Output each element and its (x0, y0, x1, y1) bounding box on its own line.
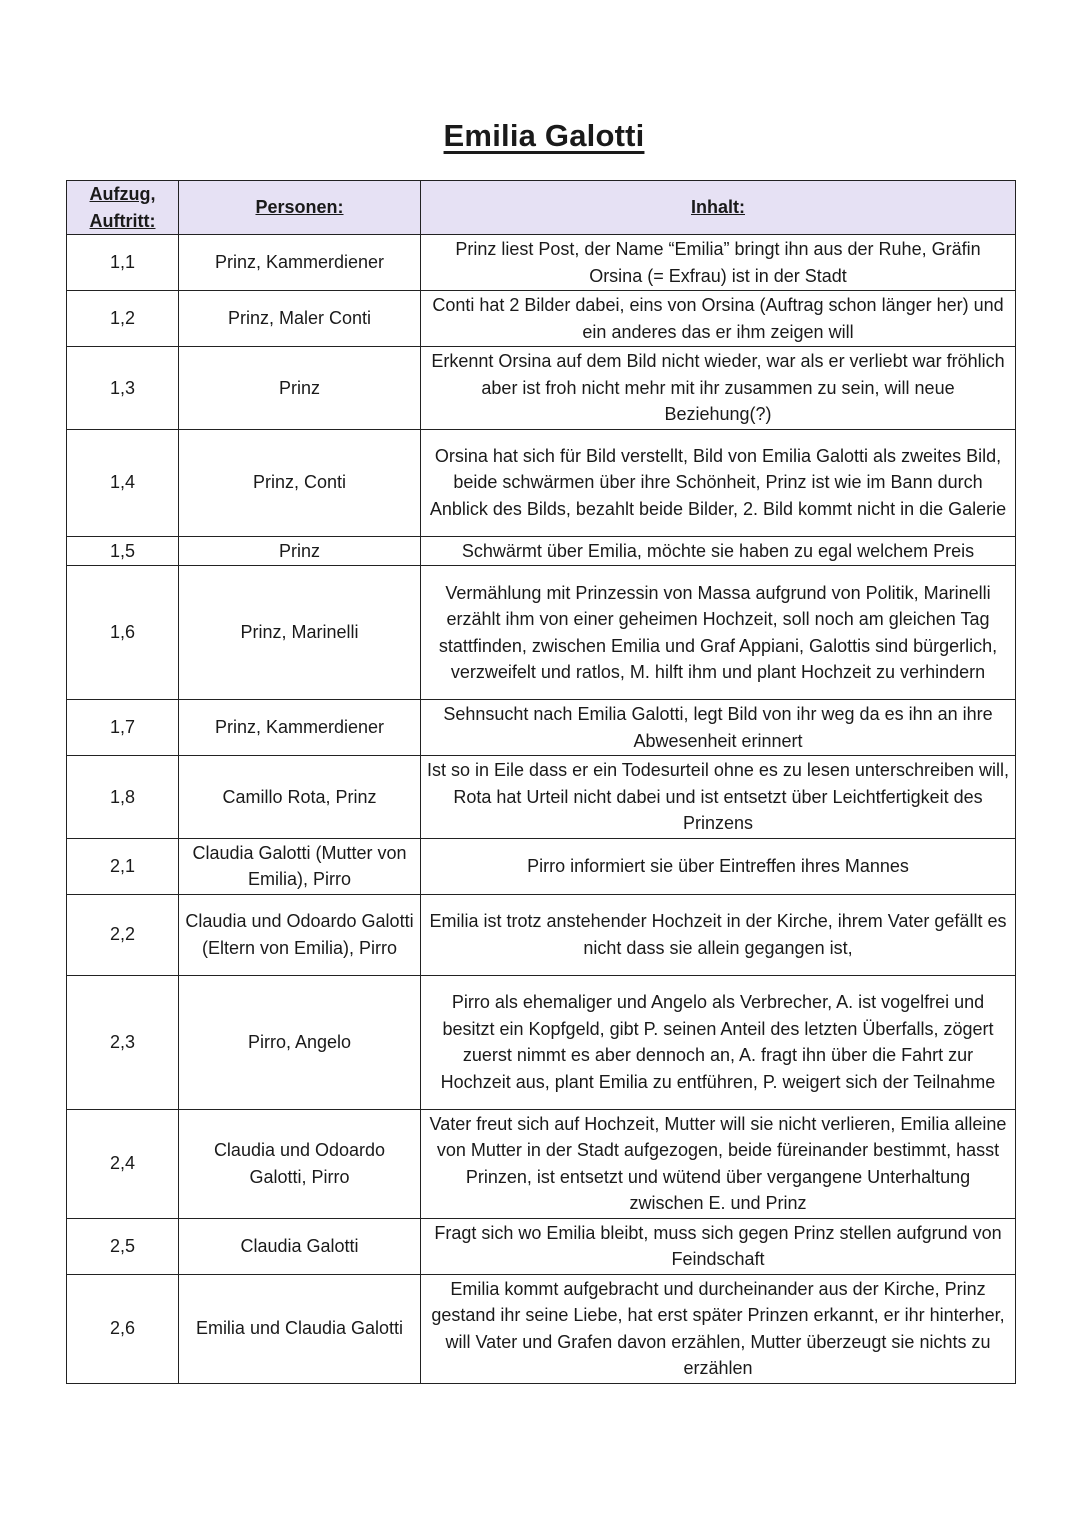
table-row (67, 1109, 1016, 1218)
cell-act: 1,6 (67, 566, 179, 700)
cell-act: 1,4 (67, 429, 179, 536)
cell-persons: Prinz (179, 347, 421, 430)
cell-act: 1,8 (67, 756, 179, 839)
cell-content: Conti hat 2 Bilder dabei, eins von Orsina (Auftrag schon länger her) und ein anderes das er ihm zeigen will (421, 291, 1016, 347)
cell-persons: Pirro, Angelo (179, 975, 421, 1109)
table-row (67, 838, 1016, 894)
cell-persons: Prinz, Kammerdiener (179, 235, 421, 291)
cell-persons: Prinz (179, 536, 421, 566)
cell-content: Emilia kommt aufgebracht und durcheinander aus der Kirche, Prinz gestand ihr seine Liebe, hat erst später Prinzen erkannt, er ihr hinterher, will Vater und Grafen davon erzählen, Mutter überzeugt sie nichts zu erzählen (421, 1274, 1016, 1383)
column-header-act: Aufzug, Auftritt: (67, 181, 179, 235)
cell-act: 1,2 (67, 291, 179, 347)
cell-content: Schwärmt über Emilia, möchte sie haben zu egal welchem Preis (421, 536, 1016, 566)
cell-act: 2,5 (67, 1218, 179, 1274)
cell-persons: Claudia Galotti (179, 1218, 421, 1274)
cell-act: 1,5 (67, 536, 179, 566)
cell-content: Pirro informiert sie über Eintreffen ihres Mannes (421, 838, 1016, 894)
table-row (67, 429, 1016, 536)
column-header-content: Inhalt: (421, 181, 1016, 235)
cell-act: 2,1 (67, 838, 179, 894)
cell-act: 2,6 (67, 1274, 179, 1383)
cell-persons: Prinz, Maler Conti (179, 291, 421, 347)
table-row (67, 536, 1016, 566)
table-row (67, 975, 1016, 1109)
column-header-persons: Personen: (179, 181, 421, 235)
table-row (67, 347, 1016, 430)
table-header-row (67, 181, 1016, 235)
cell-act: 1,3 (67, 347, 179, 430)
cell-persons: Claudia Galotti (Mutter von Emilia), Pirro (179, 838, 421, 894)
cell-content: Fragt sich wo Emilia bleibt, muss sich gegen Prinz stellen aufgrund von Feindschaft (421, 1218, 1016, 1274)
table-row (67, 1274, 1016, 1383)
table-body (67, 235, 1016, 1384)
cell-content: Emilia ist trotz anstehender Hochzeit in der Kirche, ihrem Vater gefällt es nicht dass sie allein gegangen ist, (421, 894, 1016, 975)
cell-persons: Camillo Rota, Prinz (179, 756, 421, 839)
table-row (67, 291, 1016, 347)
cell-persons: Prinz, Kammerdiener (179, 700, 421, 756)
cell-persons: Claudia und Odoardo Galotti (Eltern von Emilia), Pirro (179, 894, 421, 975)
table-row (67, 566, 1016, 700)
cell-content: Vater freut sich auf Hochzeit, Mutter will sie nicht verlieren, Emilia alleine von Mutter in der Stadt aufgezogen, beide füreinander bestimmt, hasst Prinzen, ist entsetzt und wütend über vergangene Unterhaltung zwischen E. und Prinz (421, 1109, 1016, 1218)
page-title: Emilia Galotti (443, 118, 645, 153)
table-row (67, 894, 1016, 975)
cell-persons: Claudia und Odoardo Galotti, Pirro (179, 1109, 421, 1218)
cell-persons: Prinz, Marinelli (179, 566, 421, 700)
table-row (67, 756, 1016, 839)
cell-content: Sehnsucht nach Emilia Galotti, legt Bild von ihr weg da es ihn an ihre Abwesenheit erinnert (421, 700, 1016, 756)
table-row (67, 700, 1016, 756)
cell-content: Vermählung mit Prinzessin von Massa aufgrund von Politik, Marinelli erzählt ihm von einer geheimen Hochzeit, soll noch am gleichen Tag stattfinden, zwischen Emilia und Graf Appiani, Galottis sind bürgerlich, verzweifelt und ratlos, M. hilft ihm und plant Hochzeit zu verhindern (421, 566, 1016, 700)
cell-act: 1,1 (67, 235, 179, 291)
cell-act: 2,3 (67, 975, 179, 1109)
table-row (67, 235, 1016, 291)
cell-content: Ist so in Eile dass er ein Todesurteil ohne es zu lesen unterschreiben will, Rota hat Urteil nicht dabei und ist entsetzt über Leichtfertigkeit des Prinzens (421, 756, 1016, 839)
cell-act: 2,2 (67, 894, 179, 975)
cell-persons: Prinz, Conti (179, 429, 421, 536)
cell-content: Orsina hat sich für Bild verstellt, Bild von Emilia Galotti als zweites Bild, beide schwärmen über ihre Schönheit, Prinz ist wie im Bann durch Anblick des Bilds, bezahlt beide Bilder, 2. Bild kommt nicht in die Galerie (421, 429, 1016, 536)
plot-summary-table (66, 180, 1016, 1384)
cell-content: Prinz liest Post, der Name “Emilia” bringt ihn aus der Ruhe, Gräfin Orsina (= Exfrau) ist in der Stadt (421, 235, 1016, 291)
cell-content: Erkennt Orsina auf dem Bild nicht wieder, war als er verliebt war fröhlich aber ist froh nicht mehr mit ihr zusammen zu sein, will neue Beziehung(?) (421, 347, 1016, 430)
cell-persons: Emilia und Claudia Galotti (179, 1274, 421, 1383)
table-row (67, 1218, 1016, 1274)
cell-act: 1,7 (67, 700, 179, 756)
cell-act: 2,4 (67, 1109, 179, 1218)
cell-content: Pirro als ehemaliger und Angelo als Verbrecher, A. ist vogelfrei und besitzt ein Kopfgeld, gibt P. seinen Anteil des letzten Überfalls, zögert zuerst nimmt es aber dennoch an, A. fragt ihn über die Fahrt zur Hochzeit aus, plant Emilia zu entführen, P. weigert sich der Teilnahme (421, 975, 1016, 1109)
